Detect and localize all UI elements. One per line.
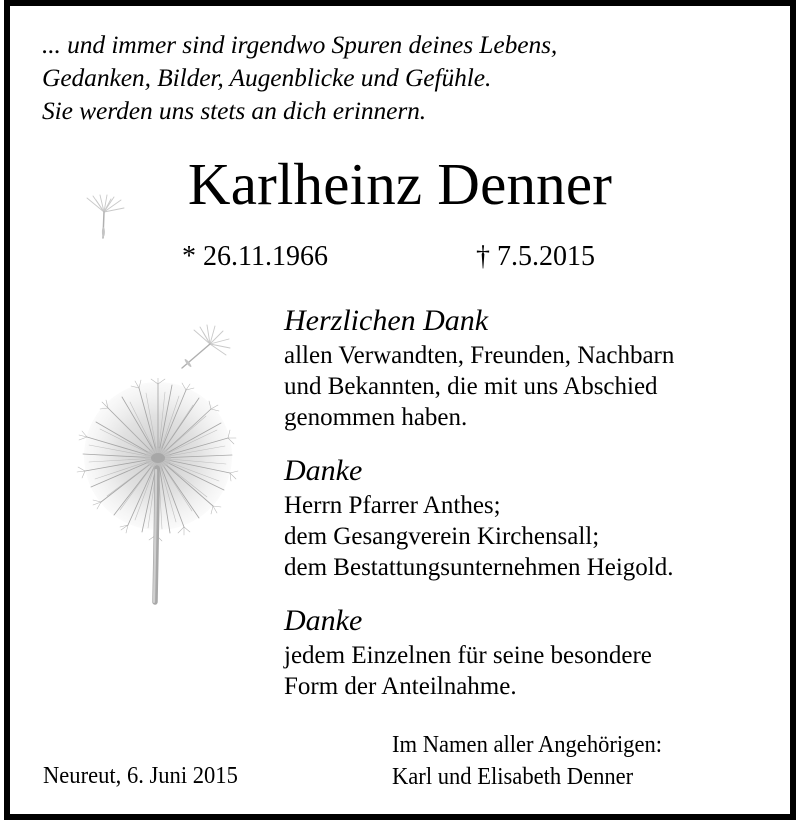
dandelion-seed-middle-icon [176, 324, 232, 376]
signature [392, 729, 662, 793]
dandelion-illustration [56, 378, 266, 613]
deceased-name: Karlheinz Denner [187, 151, 613, 217]
thanks-line: Herrn Pfarrer Anthes; [284, 492, 501, 519]
thanks-body [284, 490, 754, 583]
signature-intro: Im Namen aller Angehörigen: [392, 732, 663, 758]
thanks-line: und Bekannten, die mit uns Abschied [284, 373, 658, 400]
thanks-line: dem Bestattungsunternehmen Heigold. [284, 554, 674, 581]
verse-line: Gedanken, Bilder, Augenblicke und Gefühle. [42, 63, 492, 92]
thanks-body [284, 340, 754, 433]
thanks-line: dem Gesangverein Kirchensall; [284, 523, 600, 550]
verse-line: Sie werden uns stets an dich erinnern. [42, 96, 427, 125]
thanks-heading: Herzlichen Dank [284, 304, 489, 337]
birth-date: * 26.11.1966 [182, 241, 328, 272]
thanks-heading: Danke [284, 604, 363, 637]
death-date: † 7.5.2015 [476, 241, 595, 272]
thanks-block-2 [284, 452, 754, 583]
thanks-block-3 [284, 602, 754, 702]
memorial-verse [42, 28, 722, 127]
signature-names: Karl und Elisabeth Denner [392, 764, 634, 790]
thanks-block-1 [284, 302, 754, 433]
thanks-line: jedem Einzelnen für seine besondere [284, 642, 652, 669]
notice-frame [4, 0, 796, 820]
thanks-body [284, 640, 754, 702]
thanks-line: genommen haben. [284, 404, 468, 431]
thanks-line: allen Verwandten, Freunden, Nachbarn [284, 342, 675, 369]
place-and-date: Neureut, 6. Juni 2015 [43, 763, 238, 789]
thanks-heading: Danke [284, 454, 363, 487]
verse-line: ... und immer sind irgendwo Spuren deines Lebens, [42, 30, 558, 59]
thanks-line: Form der Anteilnahme. [284, 673, 517, 700]
